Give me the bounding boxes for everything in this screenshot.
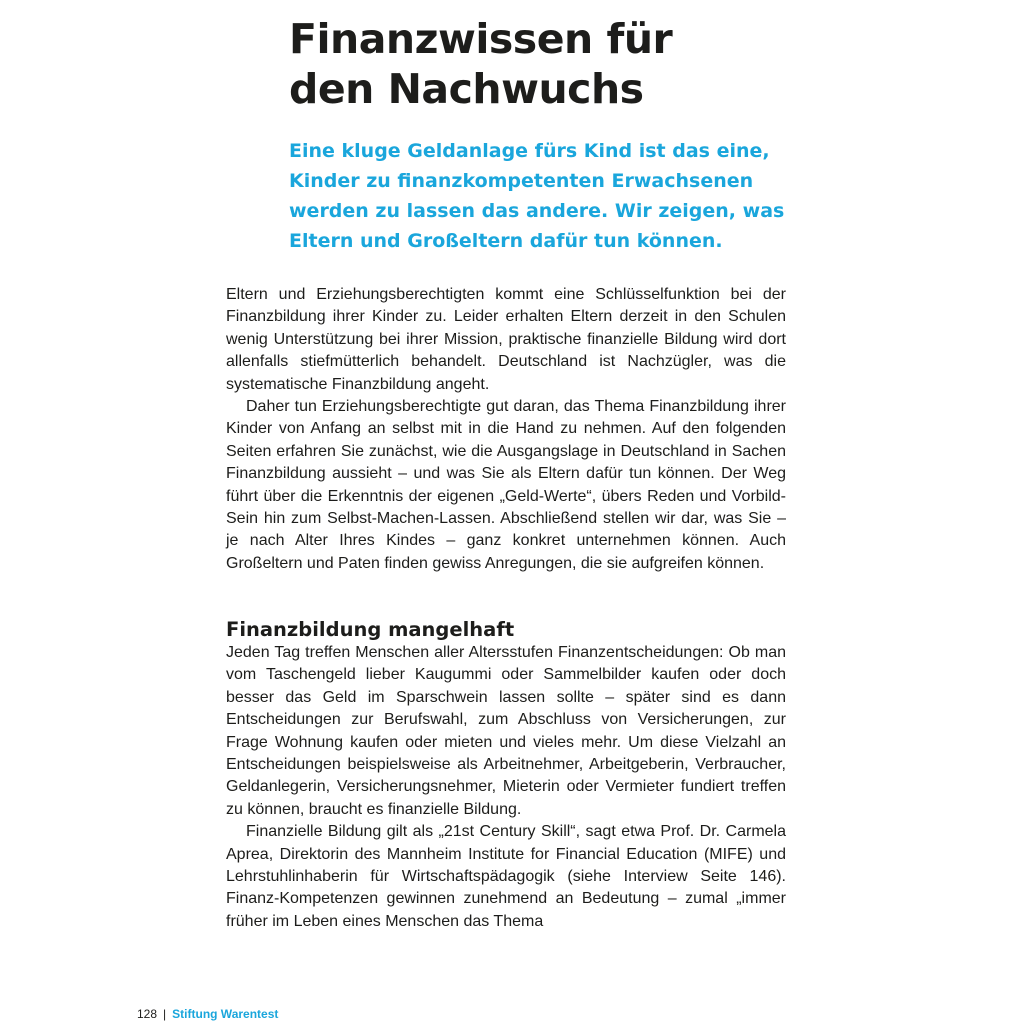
publisher-name: Stiftung Warentest	[172, 1007, 279, 1021]
section-paragraph-2: Finanzielle Bildung gilt als „21st Century Skill“, sagt etwa Prof. Dr. Carmela Aprea, Direktorin des Mannheim Institute for Financial Education (MIFE) und Lehrstuhlinhaberin für Wirtschaftspädagogik (siehe Interview Seite 146). Finanz-Kompetenzen gewinnen zunehmend an Bedeutung – zumal „immer früher im Leben eines Menschen das Thema	[226, 823, 786, 930]
page-number: 128	[137, 1007, 158, 1021]
lead-line-4: Eltern und Großeltern dafür tun können.	[289, 230, 723, 252]
intro-text	[226, 284, 786, 575]
intro-paragraph-2: Daher tun Erziehungsberechtigte gut daran, das Thema Finanzbildung ihrer Kinder von Anfang an selbst mit in die Hand zu nehmen. Auf den folgenden Seiten erfahren Sie zunächst, wie die Ausgangslage in Deutschland in Sachen Finanzbildung aussieht – und was Sie als Eltern dafür tun können. Der Weg führt über die Erkenntnis der eigenen „Geld-Werte“, übers Reden und Vorbild-Sein hin zum Selbst-Machen-Lassen. Abschließend stellen wir dar, was Sie – je nach Alter Ihres Kindes – ganz konkret unternehmen können. Auch Großeltern und Paten finden gewiss Anregungen, die sie aufgreifen können.	[226, 398, 786, 572]
lead-line-3: werden zu lassen das andere. Wir zeigen, was	[289, 200, 785, 222]
article-title	[289, 14, 789, 114]
section-text	[226, 642, 786, 933]
article-title-line-2: den Nachwuchs	[289, 65, 644, 113]
intro-paragraph-1: Eltern und Erziehungsberechtigten kommt eine Schlüsselfunktion bei der Finanzbildung ihrer Kinder zu. Leider erhalten Eltern derzeit in den Schulen wenig Unterstützung bei ihrer Mission, praktische finanzielle Bildung wird dort allenfalls stiefmütterlich behandelt. Deutschland ist Nachzügler, was die systematische Finanzbildung angeht.	[226, 286, 786, 393]
article-title-line-1: Finanzwissen für	[289, 15, 673, 63]
article-lead	[289, 136, 809, 256]
lead-line-1: Eine kluge Geldanlage fürs Kind ist das eine,	[289, 140, 770, 162]
lead-line-2: Kinder zu finanzkompetenten Erwachsenen	[289, 170, 754, 192]
section-paragraph-1: Jeden Tag treffen Menschen aller Altersstufen Finanzentscheidungen: Ob man vom Taschengeld lieber Kaugummi oder Sammelbilder kaufen oder doch besser das Geld im Sparschwein lassen sollte – später sind es dann Entscheidungen zur Berufswahl, zum Abschluss von Versicherungen, zur Frage Wohnung kaufen oder mieten und vieles mehr. Um diese Vielzahl an Entscheidungen beispielsweise als Arbeitnehmer, Arbeitgeberin, Verbraucher, Geldanlegerin, Versicherungsnehmer, Mieterin oder Vermieter fundiert treffen zu können, braucht es finanzielle Bildung.	[226, 644, 786, 818]
page-footer	[137, 1006, 278, 1022]
section-heading: Finanzbildung mangelhaft	[226, 618, 515, 641]
footer-separator: |	[163, 1007, 167, 1021]
